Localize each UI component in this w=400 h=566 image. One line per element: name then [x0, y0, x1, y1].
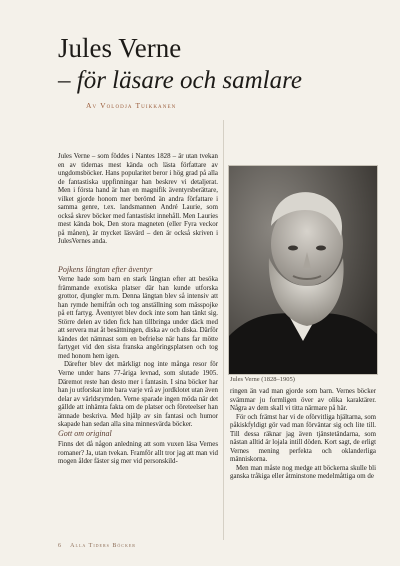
left-column-bottom — [58, 441, 218, 467]
running-title: Alla Tiders Böcker — [70, 543, 136, 549]
page-footer — [58, 543, 136, 549]
article-subtitle: – för läsare och samlare — [58, 67, 302, 94]
paragraph: Finns det då någon anledning att som vuxen läsa Vernes romaner? Ja, utan tvekan. Framför allt tror jag att man vid mogen ålder fäster sig mer vid personskild- — [58, 441, 218, 466]
subheading: Pojkens längtan efter äventyr — [58, 265, 153, 274]
paragraph: ringen än vad man gjorde som barn. Vernes böcker svämmar ju formligen över av olika karaktärer. Några av dem skall vi titta närmare på här. — [230, 388, 376, 413]
column-divider — [223, 120, 224, 540]
left-column-intro — [58, 153, 218, 247]
left-column-middle — [58, 276, 218, 430]
paragraph: För och främst har vi de oförvitliga hjältarna, som påkiskfyldigt gör vad man förväntar sig och lite till. Till dessa räknar jag även tjänstetändarna, som nästan alltid är lojala intill döden. Kort sagt, de erligt Vernes mening perfekta och oklanderliga människorna. — [230, 413, 377, 464]
page-number: 6 — [58, 543, 62, 549]
paragraph: Jules Verne – som föddes i Nantes 1828 – är utan tvekan en av tidernas mest kända och lästa författare av ungdomsböcker. Hans popularitet beror i hög grad på alla de fantastiska uppfinningar han beskrev vi detaljerat. Men i första hand är han en magnifik äventyrsberättare, vilket gjorde honom mer berömd än andra författare i samma genre, t.ex. landsmannen André Laurie, som också skrev böcker med fantastiskt innehåll. Men Lauries mest kända bok, Den stora magneten (eller Fyra veckor på månen), är mycket läsvärd – den är också skriven i JulesVernes anda. — [58, 153, 218, 246]
byline: Av Volodja Tuikkanen — [86, 101, 177, 110]
portrait-photo — [228, 165, 378, 375]
article-title: Jules Verne — [58, 33, 182, 63]
portrait-image-icon — [229, 166, 377, 374]
paragraph: Därefter blev det märkligt nog inte många resor för Verne under hans 77-åriga levnad, som slutade 1905. Däremot reste han desto mer i fantasin. I sina böcker har han ju utforskat inte bara varje vrå av jordklotet utan även delar av världsrymden. Verne sparade ingen möda när det gällde att inhämta fakta om de platser och företeelser han ämnade beskriva. Med hjälp av sin fantasi och humor skapade han sedan alla sina minnesvärda böcker. — [58, 361, 218, 429]
photo-caption: Jules Verne (1828–1905) — [230, 376, 295, 383]
right-column — [230, 388, 376, 482]
subheading: Gott om original — [58, 429, 112, 438]
paragraph: Men man måste nog medge att böckerna skulle bli ganska tråkiga eller åtminstone medelmåttiga om de — [230, 464, 376, 481]
paragraph: Verne hade som barn en stark längtan efter att besöka främmande exotiska platser där han kunde utforska grottor, djungler m.m. Denna längtan blev så intensiv att han rymde hemifrån och tog anställning som mässpojke på ett fartyg. Äventyret blev dock inte som han tänkt sig. Större delen av tiden fick han tillbringa under däck med att servera mat åt besättningen, diska av och diska. Därför kändes det nämnast som en befrielse när hans far mötte fartyget vid den sista franska angöringsplatsen och tog med honom hem igen. — [58, 276, 218, 360]
